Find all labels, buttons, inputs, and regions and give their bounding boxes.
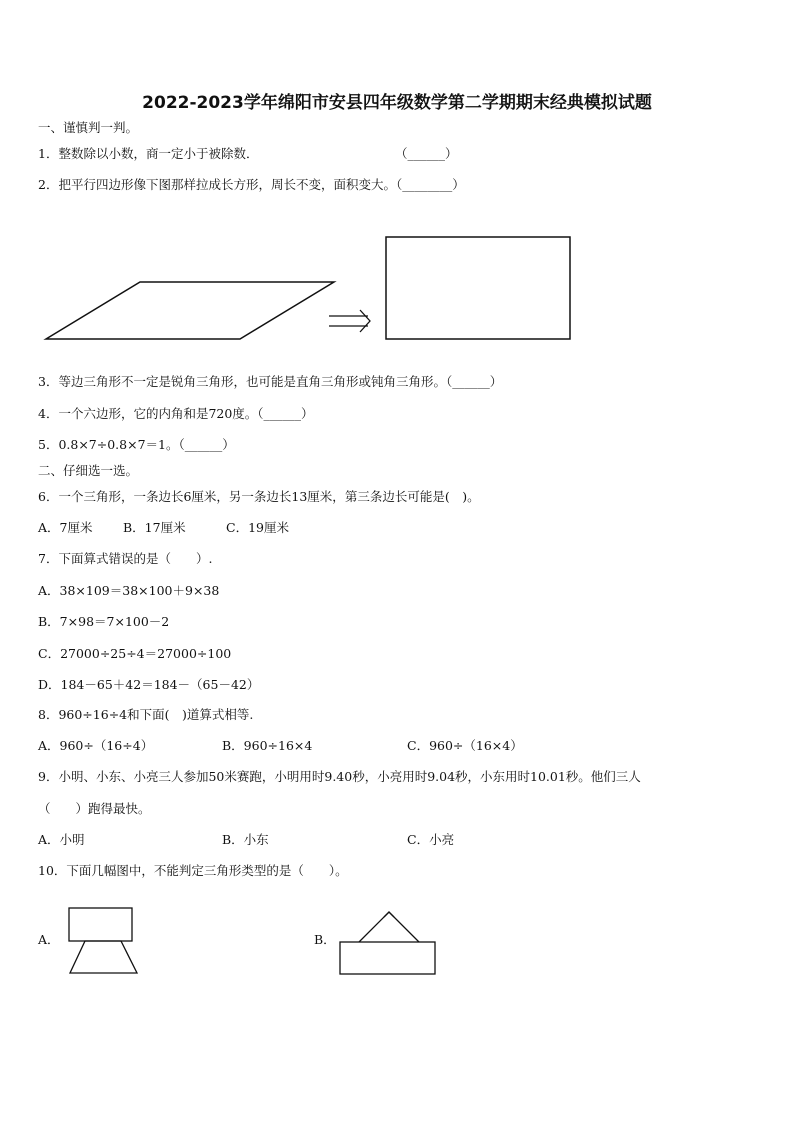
q7-option-c: C．27000÷25÷4＝27000÷100 — [38, 646, 232, 661]
question-8-text: 8．960÷16÷4和下面( )道算式相等. — [38, 707, 254, 722]
q10-option-b-label: B． — [314, 932, 336, 947]
q10-option-a-label: A． — [38, 932, 60, 947]
q9-option-b: B．小东 — [222, 832, 269, 847]
q10-figure-b — [340, 912, 435, 974]
q9-option-a: A．小明 — [38, 832, 85, 847]
section2-heading: 二、仔细选一选。 — [38, 463, 139, 478]
q7-option-b: B．7×98＝7×100－2 — [38, 614, 170, 629]
q10-figure-a — [69, 908, 137, 973]
question-9-line1: 9．小明、小东、小亮三人参加50米赛跑，小明用时9.40秒，小亮用时9.04秒，小东用时10.01秒。他们三人 — [38, 769, 641, 784]
question-7-text: 7．下面算式错误的是（ ）. — [38, 551, 213, 566]
section1-heading: 一、谨慎判一判。 — [38, 120, 139, 135]
q6-option-b: B．17厘米 — [123, 520, 186, 535]
q9-option-c: C．小亮 — [407, 832, 455, 847]
question-6-text: 6．一个三角形，一条边长6厘米，另一条边长13厘米，第三条边长可能是( )。 — [38, 489, 480, 504]
question-5-text: 5．0.8×7÷0.8×7＝1。（______） — [38, 437, 235, 452]
question-1-blank: （______） — [395, 146, 458, 161]
page-title: 2022-2023学年绵阳市安县四年级数学第二学期期末经典模拟试题 — [142, 93, 652, 113]
q6-option-c: C．19厘米 — [226, 520, 289, 535]
q6-option-a: A．7厘米 — [38, 520, 93, 535]
q7-option-a: A．38×109＝38×100＋9×38 — [38, 583, 220, 598]
q8-option-a: A．960÷（16÷4） — [38, 738, 154, 753]
question-9-line2: （ ）跑得最快。 — [38, 801, 151, 816]
q7-option-d: D．184－65＋42＝184－（65－42） — [38, 677, 260, 692]
question-2-text: 2．把平行四边形像下图那样拉成长方形，周长不变，面积变大。（________） — [38, 177, 465, 192]
q8-option-c: C．960÷（16×4） — [407, 738, 523, 753]
question-1-text: 1．整数除以小数，商一定小于被除数． — [38, 146, 259, 161]
question-3-text: 3．等边三角形不一定是锐角三角形，也可能是直角三角形或钝角三角形。（______） — [38, 374, 503, 389]
question-4-text: 4．一个六边形，它的内角和是720度。（______） — [38, 406, 314, 421]
question-10-text: 10．下面几幅图中，不能判定三角形类型的是（ ）。 — [38, 863, 348, 878]
q8-option-b: B．960÷16×4 — [222, 738, 313, 753]
